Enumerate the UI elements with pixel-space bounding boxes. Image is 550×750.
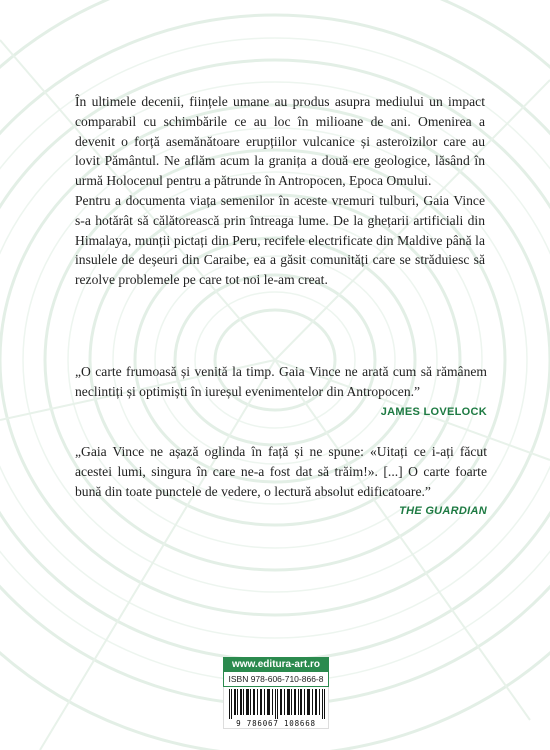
barcode-icon bbox=[227, 689, 327, 719]
description-paragraph-1: În ultimele decenii, ființele umane au produs asupra mediului un impact comparabil cu schimbările ce au loc în milioane de ani. Omenirea a devenit o forță asemănătoare erupțiilor vulcanice și asteroizilor care au lovit Pământul. Ne aflăm acum la granița a două ere geologice, lăsând în urmă Holocenul pentru a pătrunde în Antropocen, Epoca Omului. bbox=[75, 94, 485, 189]
isbn-label: ISBN 978-606-710-866-8 bbox=[223, 672, 329, 687]
quote-text: „O carte frumoasă și venită la timp. Gaia Vince ne arată cum să rămânem neclintiți și optimiști în iureșul evenimentelor din Antropocen.” bbox=[75, 364, 487, 399]
publisher-info-box bbox=[223, 657, 329, 729]
review-quote-2 bbox=[75, 442, 487, 517]
quote-author: THE GUARDIAN bbox=[399, 505, 487, 518]
quote-text: „Gaia Vince ne așază oglinda în față și ne spune: «Uitați ce i-ați făcut acestei lumi, singura în care ne-a fost dat să trăim!». [...] O carte foarte bună din toate punctele de vedere, o lectură absolut edificatoare.” bbox=[75, 444, 487, 499]
review-quote-1 bbox=[75, 362, 487, 418]
barcode-digits: 9 786067 108668 bbox=[236, 719, 316, 728]
barcode bbox=[223, 687, 329, 729]
quote-author: JAMES LOVELOCK bbox=[380, 405, 487, 418]
publisher-website: www.editura-art.ro bbox=[223, 657, 329, 672]
book-description bbox=[75, 92, 485, 290]
description-paragraph-2: Pentru a documenta viața semenilor în aceste vremuri tulburi, Gaia Vince s-a hotărât să călătorească prin întreaga lume. De la ghețarii artificiali din Himalaya, munții pictați din Peru, recifele electrificate din Maldive până la insulele de deșeuri din Caraibe, ea a găsit comunități care se străduiesc să rezolve problemele pe care tot noi le-am creat. bbox=[75, 192, 485, 288]
